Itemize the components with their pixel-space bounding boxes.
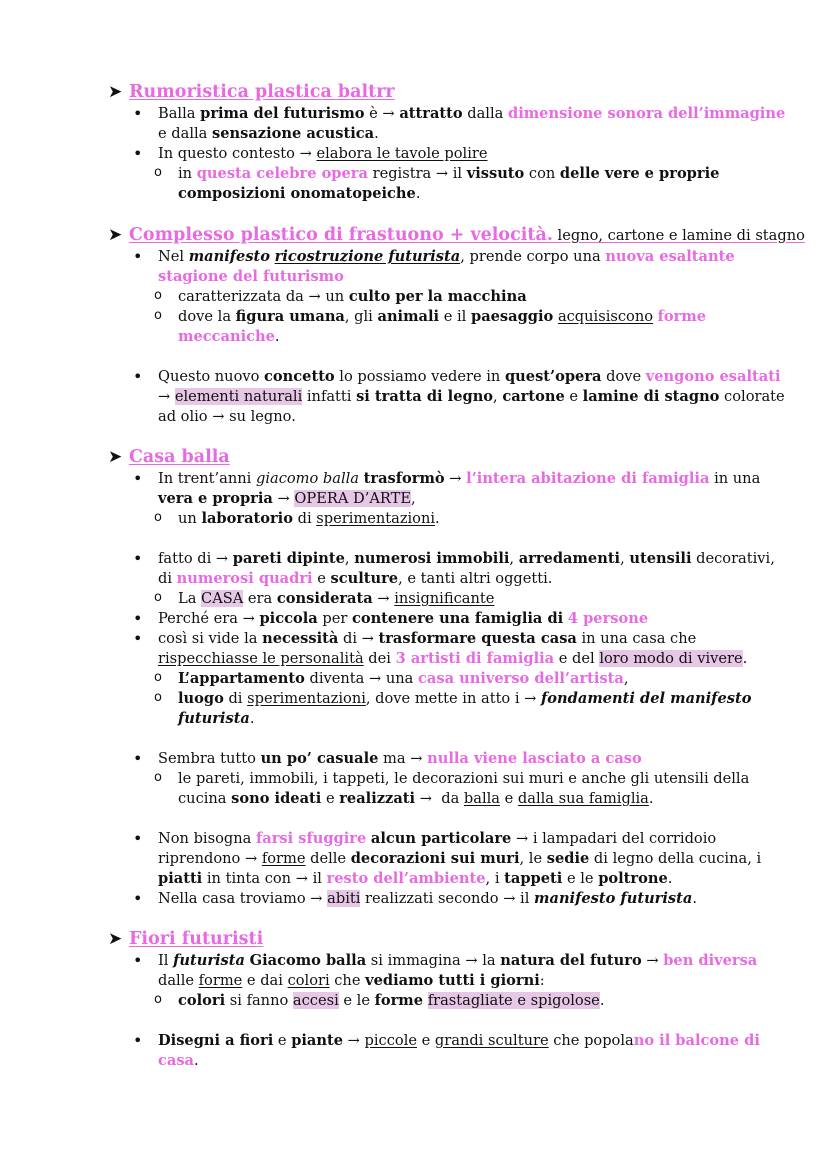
sub-bullet-item: o caratterizzata da → un culto per la macchina [108,287,788,307]
spacer [108,1011,788,1031]
section-items [108,247,788,427]
section-heading [108,223,805,247]
section-rumoristica [108,80,788,204]
bullet-item: • Sembra tutto un po’ casuale ma → nulla viene lasciato a caso [108,749,788,769]
section-heading [108,445,788,469]
bullet-item: • fatto di → pareti dipinte, numerosi immobili, arredamenti, utensili decorativi, di numerosi quadri e sculture, e tanti altri oggetti. [108,549,788,589]
bullet-item: • Balla prima del futurismo è → attratto dalla dimensione sonora dell’immagine e dalla sensazione acustica. [108,104,788,144]
spacer [108,347,788,367]
section-complesso-plastico [108,223,805,427]
bullet-item: • Perché era → piccola per contenere una famiglia di 4 persone [108,609,788,629]
bullet-item: • In trent’anni giacomo balla trasformò → l’intera abitazione di famiglia in una vera e propria → OPERA D’ARTE, [108,469,788,509]
sub-bullet-item: o colori si fanno accesi e le forme frastagliate e spigolose. [108,991,788,1011]
spacer [108,729,788,749]
bullet-item: • Nel manifesto ricostruzione futurista, prende corpo una nuova esaltante stagione del futurismo [108,247,788,287]
sub-bullet-item: o dove la figura umana, gli animali e il paesaggio acquisiscono forme meccaniche. [108,307,788,347]
section-title-extra: legno, cartone e lamine di stagno [552,227,805,244]
sub-bullet-item: o un laboratorio di sperimentazioni. [108,509,788,529]
sub-bullet-item: o L’appartamento diventa → una casa universo dell’artista, [108,669,788,689]
arrowhead-bullet-icon: ➤ [108,929,123,949]
bullet-item: • Il futurista Giacomo balla si immagina → la natura del futuro → ben diversa dalle forme e dai colori che vediamo tutti i giorni: [108,951,788,991]
section-title: Casa balla [129,447,230,467]
arrowhead-bullet-icon: ➤ [108,82,123,102]
section-casa-balla [108,445,788,909]
section-title: Complesso plastico di frastuono + velocità. legno, cartone e lamine di stagno [129,225,805,245]
sub-bullet-item: o luogo di sperimentazioni, dove mette in atto i → fondamenti del manifesto futurista. [108,689,788,729]
spacer [108,529,788,549]
section-items [108,951,788,1071]
section-title: Fiori futuristi [129,929,264,949]
bullet-item: • Disegni a fiori e piante → piccole e grandi sculture che popolano il balcone di casa. [108,1031,788,1071]
sub-bullet-item: o in questa celebre opera registra → il vissuto con delle vere e proprie composizioni onomatopeiche. [108,164,788,204]
section-items [108,104,788,204]
section-fiori-futuristi [108,927,788,1071]
spacer [108,809,788,829]
bullet-item: • così si vide la necessità di → trasformare questa casa in una casa che rispecchiasse le personalità dei 3 artisti di famiglia e del loro modo di vivere. [108,629,788,669]
bullet-item: • Non bisogna farsi sfuggire alcun particolare → i lampadari del corridoio riprendono → forme delle decorazioni sui muri, le sedie di legno della cucina, i piatti in tinta con → il resto dell’ambiente, i tappeti e le poltrone. [108,829,788,889]
arrowhead-bullet-icon: ➤ [108,225,123,245]
bullet-item: • In questo contesto → elabora le tavole polire [108,144,788,164]
section-items [108,469,788,909]
section-heading [108,927,788,951]
bullet-item: • Questo nuovo concetto lo possiamo vedere in quest’opera dove vengono esaltati → elementi naturali infatti si tratta di legno, cartone e lamine di stagno colorate ad olio → su legno. [108,367,788,427]
section-title: Rumoristica plastica baltrr [129,82,395,102]
sub-bullet-item: o La CASA era considerata → insignificante [108,589,788,609]
section-heading [108,80,788,104]
arrowhead-bullet-icon: ➤ [108,447,123,467]
sub-bullet-item: o le pareti, immobili, i tappeti, le decorazioni sui muri e anche gli utensili della cucina sono ideati e realizzati → da balla e dalla sua famiglia. [108,769,788,809]
bullet-item: • Nella casa troviamo → abiti realizzati secondo → il manifesto futurista. [108,889,788,909]
